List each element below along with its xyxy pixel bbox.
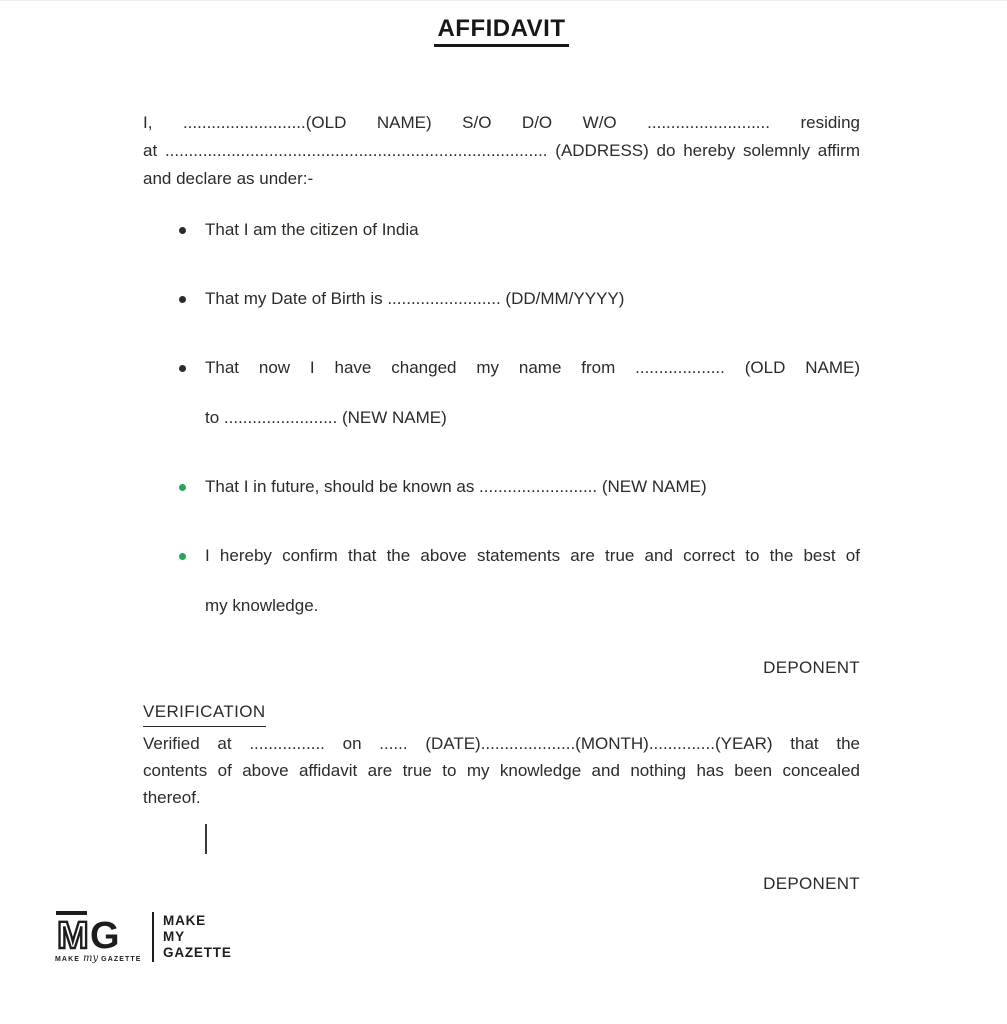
intro-line-1: I, ..........................(OLD NAME) S/O D/O W/O .......................... residing [143, 113, 860, 132]
logo-tagline-make: MAKE [55, 956, 81, 963]
bullet-dot-green-icon [179, 484, 186, 491]
logo-tagline-gazette: GAZETTE [101, 956, 142, 963]
intro-line-3: and declare as under:- [143, 169, 314, 188]
verification-paragraph [143, 730, 860, 811]
deponent-label-top: DEPONENT [763, 658, 860, 677]
logo-letter-g: G [90, 915, 120, 952]
make-my-gazette-logo [0, 908, 1007, 966]
title-row [143, 15, 860, 47]
verification-line-3: thereof. [143, 788, 201, 807]
mg-monogram-icon [55, 910, 129, 952]
affidavit-document [0, 1, 1007, 896]
logo-tagline-my-script: my [83, 953, 99, 964]
deponent-label-bottom: DEPONENT [763, 874, 860, 893]
bullet-dot-green-icon [179, 553, 186, 560]
bullet-dot-icon [179, 365, 186, 372]
bullet-future-name-line: That I in future, should be known as ......................... (NEW NAME) [205, 477, 707, 496]
text-caret [205, 824, 207, 854]
bullet-item-future-name [143, 475, 860, 525]
bullet-confirmation-line-2: my knowledge. [205, 596, 319, 615]
logo-wordmark-line-2: MY [163, 929, 185, 944]
verification-line-2: contents of above affidavit are true to my knowledge and nothing has been concealed [143, 761, 860, 780]
logo-wordmark-line-1: MAKE [163, 913, 206, 928]
bullet-dob-line: That my Date of Birth is ........................ (DD/MM/YYYY) [205, 289, 625, 308]
bullet-item-confirmation [143, 544, 860, 618]
bullet-item-dob [143, 287, 860, 337]
logo-monogram-block [55, 910, 142, 964]
intro-paragraph [143, 109, 860, 193]
bullet-name-change-line-2: to ........................ (NEW NAME) [205, 408, 447, 427]
logo-tagline [55, 953, 142, 964]
logo-wordmark [163, 913, 232, 961]
bullet-citizen-line: That I am the citizen of India [205, 220, 419, 239]
bullet-name-change-line-1: That now I have changed my name from ................... (OLD NAME) [205, 358, 860, 377]
page-title: AFFIDAVIT [434, 15, 568, 47]
verification-heading: VERIFICATION [143, 700, 266, 727]
bullet-item-citizen [143, 218, 860, 268]
bullet-dot-icon [179, 227, 186, 234]
verification-section [143, 700, 860, 727]
logo-divider [152, 912, 155, 962]
bullet-item-name-change [143, 356, 860, 456]
intro-line-2: at ................................................................................. (ADDRESS) do hereby solemnly affirm [143, 141, 860, 160]
logo-wordmark-line-3: GAZETTE [163, 945, 232, 960]
logo-letter-m: M [57, 915, 89, 952]
verification-line-1: Verified at ................ on ...... (DATE)....................(MONTH)..............(YEAR) that the [143, 734, 860, 753]
bullet-dot-icon [179, 296, 186, 303]
bullet-list [143, 218, 860, 618]
bullet-confirmation-line-1: I hereby confirm that the above statements are true and correct to the best of [205, 546, 860, 565]
